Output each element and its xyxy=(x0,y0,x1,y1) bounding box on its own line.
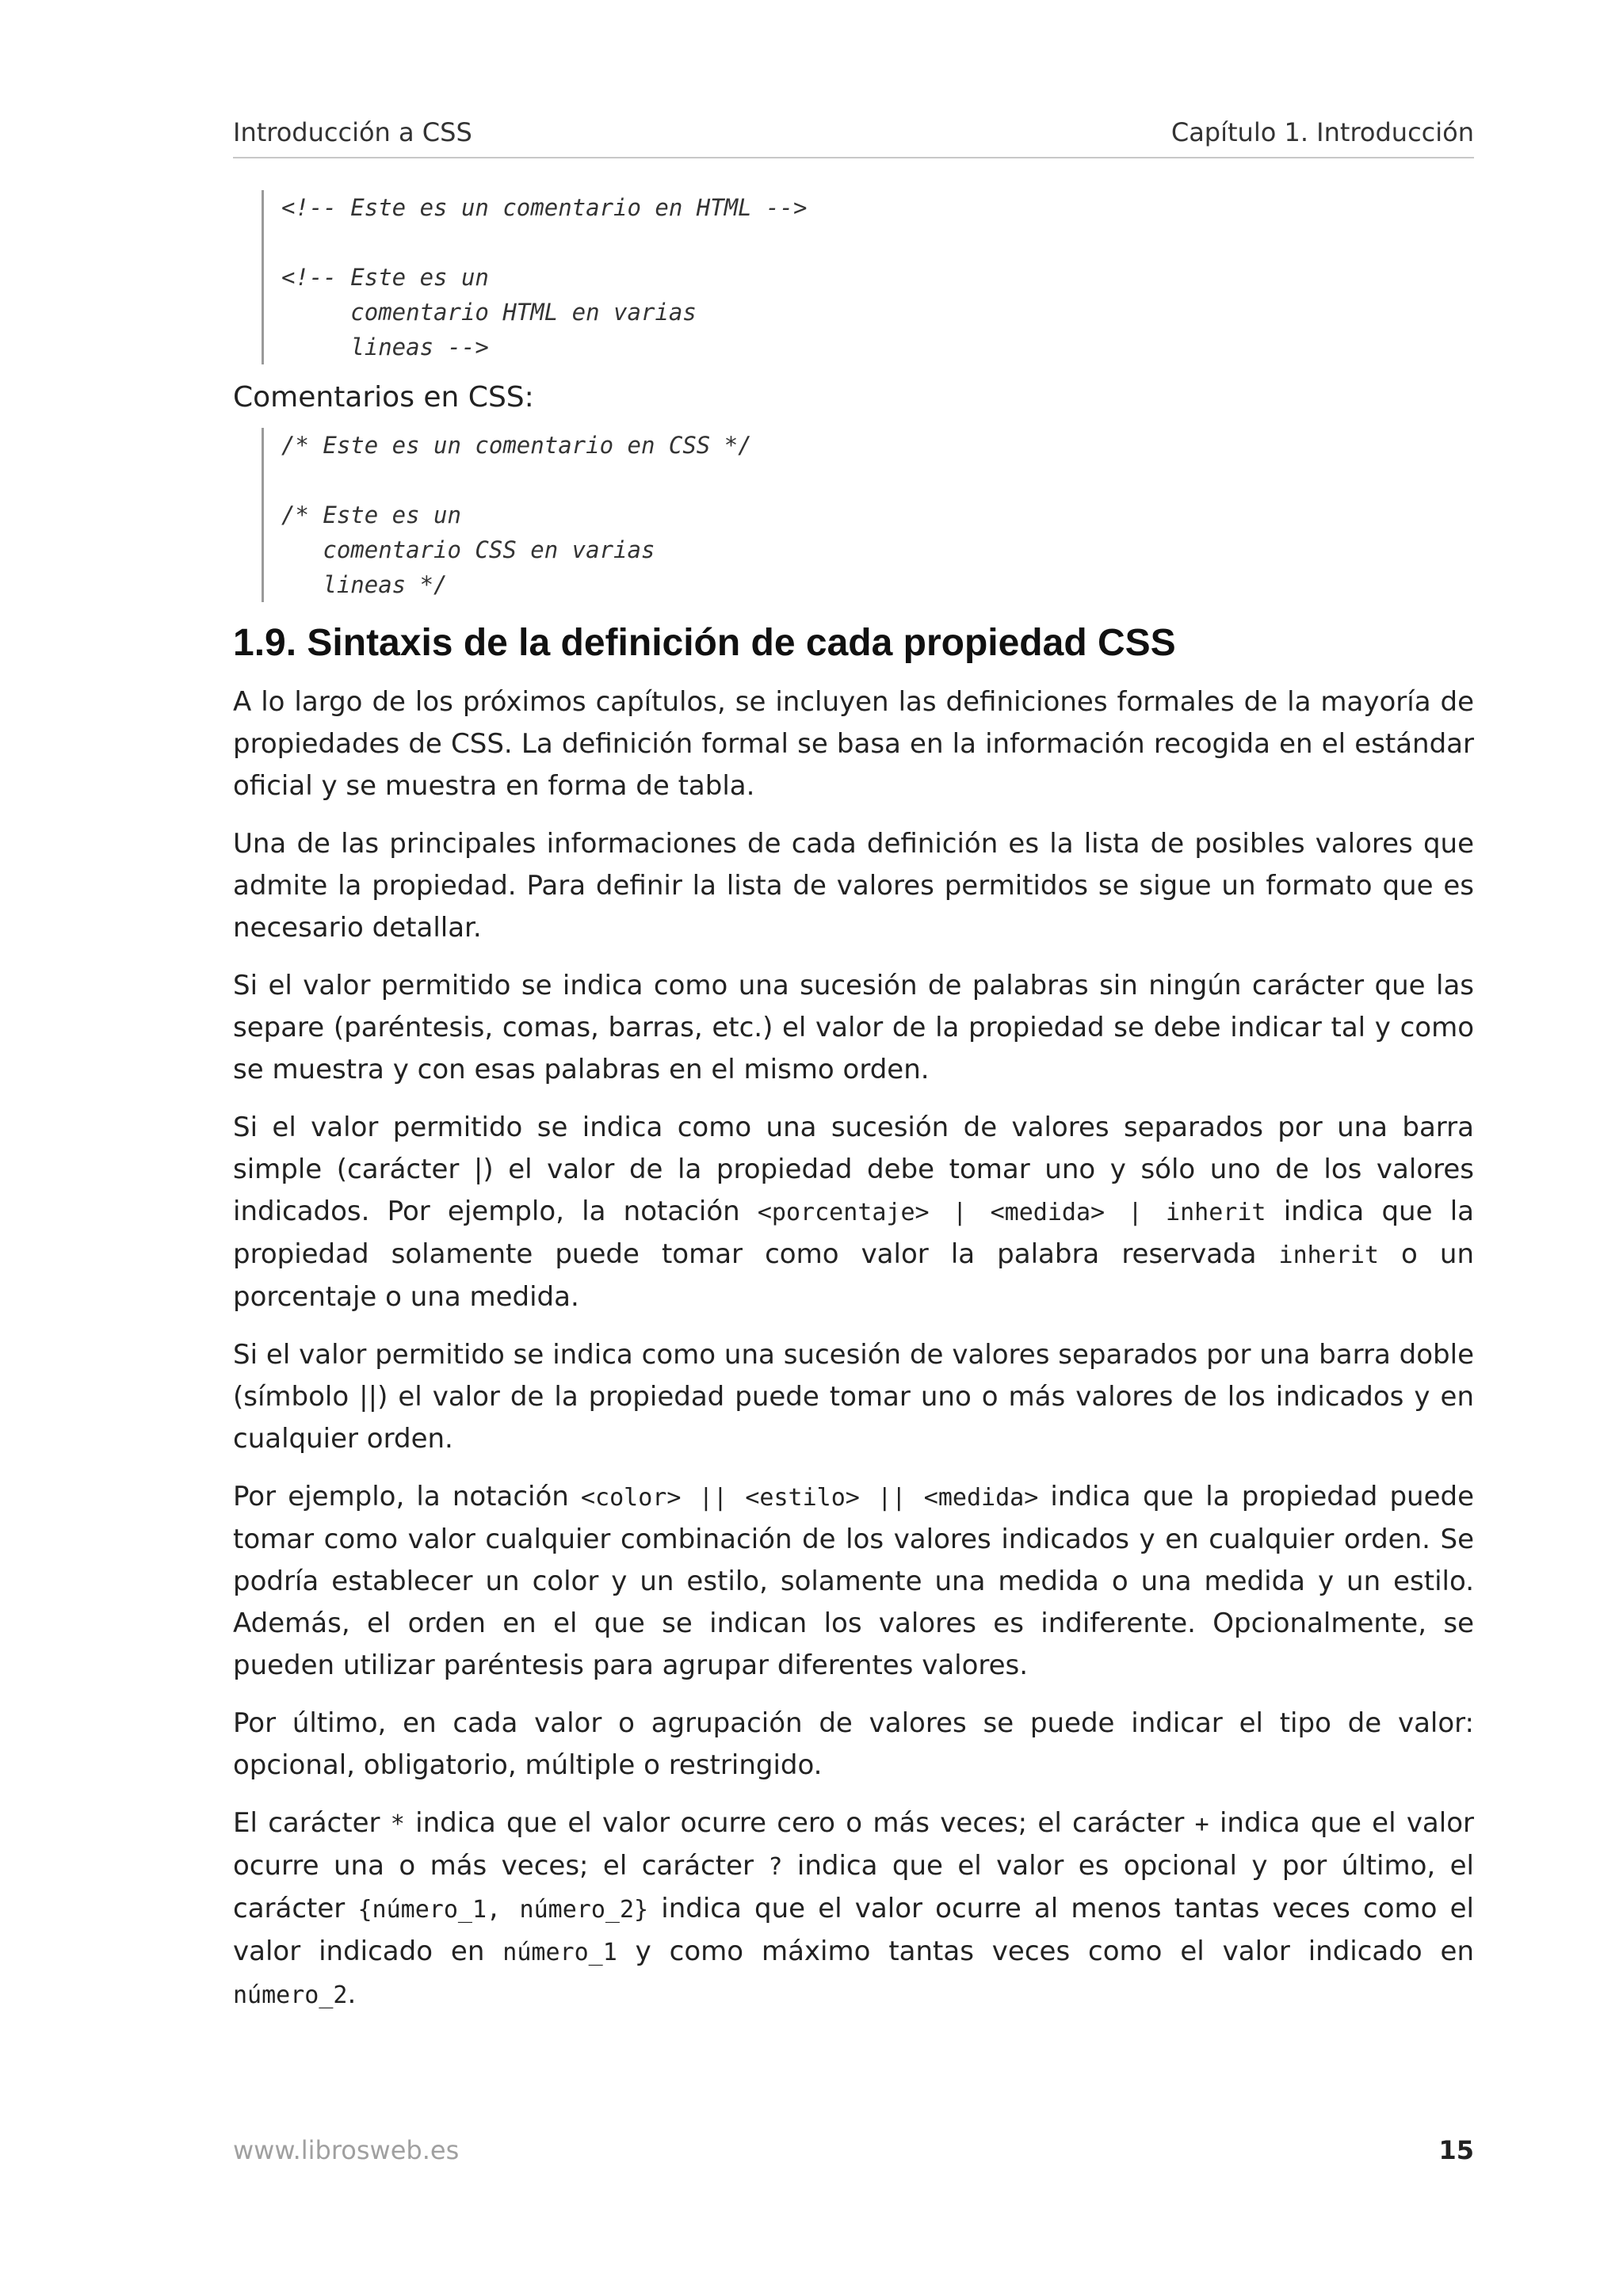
footer-url: www.librosweb.es xyxy=(233,2135,460,2165)
keyword-inherit: inherit xyxy=(1278,1241,1379,1269)
notation-single-bar: <porcentaje> | <medida> | inherit xyxy=(757,1199,1266,1226)
paragraph-8-text-6: y como máximo tantas veces como el valor indicado en xyxy=(617,1936,1474,1967)
symbol-plus: + xyxy=(1194,1810,1209,1838)
paragraph-4-text-1: Si el valor permitido se indica como una sucesión de valores separados por una barra simple (carácter |) el valor de la propiedad debe tomar uno y sólo uno de los valores indicados. Por ejemplo, la notación xyxy=(233,1112,1474,1227)
paragraph-6-text-2: indica que la propiedad puede tomar como valor cualquier combinación de los valores indicados y en cualquier orden. Se podría establecer un color y un estilo, solamente una medida o una medida y un estilo. Además, el orden en el que se indican los valores es indiferente. Opcionalmente, se pueden utilizar paréntesis para agrupar diferentes valores. xyxy=(233,1481,1474,1681)
symbol-asterisk: * xyxy=(390,1810,405,1838)
header-book-title: Introducción a CSS xyxy=(233,117,472,147)
paragraph-8 xyxy=(233,1802,1474,2016)
paragraph-8-text-5: indica que el valor ocurre al menos tantas veces como el valor indicado en xyxy=(233,1893,1474,1967)
paragraph-6 xyxy=(233,1476,1474,1687)
paragraph-8-text-3: indica que el valor ocurre una o más veces; el carácter xyxy=(233,1807,1474,1882)
paragraph-8-text-2: indica que el valor ocurre cero o más veces; el carácter xyxy=(404,1807,1195,1839)
document-page xyxy=(233,0,1474,2296)
paragraph-2: Una de las principales informaciones de cada definición es la lista de posibles valores que admite la propiedad. Para definir la lista de valores permitidos se sigue un formato que es necesario detallar. xyxy=(233,828,1474,944)
paragraph-6-text-1: Por ejemplo, la notación xyxy=(233,1481,581,1512)
paragraph-5: Si el valor permitido se indica como una sucesión de valores separados por una barra doble (símbolo ||) el valor de la propiedad puede tomar uno o más valores de los indicados y en cualquier orden. xyxy=(233,1339,1474,1455)
paragraph-4 xyxy=(233,1107,1474,1318)
page-footer xyxy=(233,2135,1474,2175)
page-number: 15 xyxy=(1438,2135,1474,2165)
notation-range: {número_1, número_2} xyxy=(357,1896,649,1924)
code-numero-1: número_1 xyxy=(502,1939,617,1966)
paragraph-8-text-4: indica que el valor es opcional y por último, el carácter xyxy=(233,1850,1474,1924)
paragraph-7: Por último, en cada valor o agrupación de valores se puede indicar el tipo de valor: opcional, obligatorio, múltiple o restringido. xyxy=(233,1707,1474,1781)
html-comments-code-block: <!-- Este es un comentario en HTML --> <!-- Este es un comentario HTML en varias lineas --> xyxy=(262,190,1474,364)
symbol-question: ? xyxy=(768,1853,783,1881)
css-comments-code-block: /* Este es un comentario en CSS */ /* Este es un comentario CSS en varias lineas */ xyxy=(262,428,1474,602)
code-numero-2: número_2 xyxy=(233,1981,348,2009)
section-title: 1.9. Sintaxis de la definición de cada propiedad CSS xyxy=(233,622,1176,664)
header-chapter-title: Capítulo 1. Introducción xyxy=(1170,117,1474,147)
paragraph-3: Si el valor permitido se indica como una sucesión de palabras sin ningún carácter que las separe (paréntesis, comas, barras, etc.) el valor de la propiedad se debe indicar tal y como se muestra y con esas palabras en el mismo orden. xyxy=(233,970,1474,1085)
css-comments-label: Comentarios en CSS: xyxy=(233,381,534,414)
paragraph-4-text-2: indica que la propiedad solamente puede tomar como valor la palabra reservada xyxy=(233,1196,1474,1270)
paragraph-4-text-3: o un porcentaje o una medida. xyxy=(233,1238,1475,1313)
page-content xyxy=(233,190,1474,2032)
paragraph-8-text-7: . xyxy=(347,1978,357,2010)
notation-double-bar: <color> || <estilo> || <medida> xyxy=(581,1484,1039,1512)
paragraph-1: A lo largo de los próximos capítulos, se incluyen las definiciones formales de la mayoría de propiedades de CSS. La definición formal se basa en la información recogida en el estándar oficial y se muestra en forma de tabla. xyxy=(233,686,1474,802)
paragraph-8-text-1: El carácter xyxy=(233,1807,391,1839)
page-header xyxy=(233,117,1474,158)
